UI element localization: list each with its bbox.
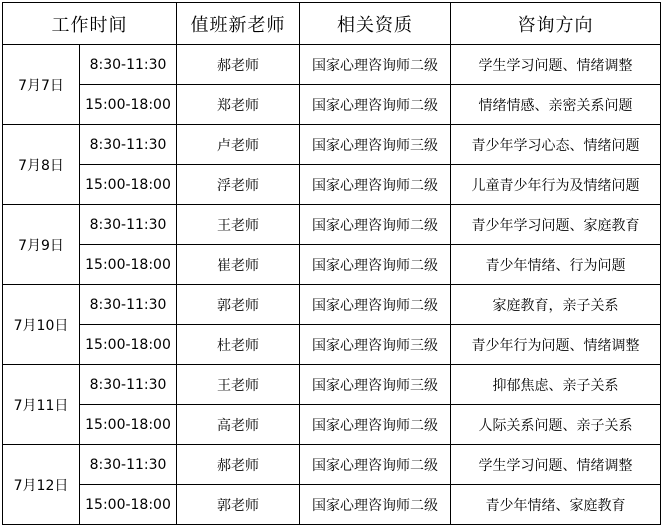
qualification-cell: 国家心理咨询师二级 — [300, 205, 451, 245]
table-row — [3, 45, 661, 85]
qualification-cell: 国家心理咨询师三级 — [300, 365, 451, 405]
date-cell: 7月12日 — [3, 445, 80, 525]
teacher-cell: 崔老师 — [177, 245, 300, 285]
header-work-time: 工作时间 — [3, 3, 177, 45]
duty-schedule-table — [2, 2, 661, 525]
table-row — [3, 245, 661, 285]
time-cell: 15:00-18:00 — [80, 485, 177, 525]
time-cell: 15:00-18:00 — [80, 165, 177, 205]
teacher-cell: 郑老师 — [177, 85, 300, 125]
teacher-cell: 郝老师 — [177, 45, 300, 85]
table-row — [3, 405, 661, 445]
qualification-cell: 国家心理咨询师二级 — [300, 445, 451, 485]
date-cell: 7月10日 — [3, 285, 80, 365]
direction-cell: 情绪情感、亲密关系问题 — [451, 85, 661, 125]
table-row — [3, 85, 661, 125]
teacher-cell: 浮老师 — [177, 165, 300, 205]
date-cell: 7月8日 — [3, 125, 80, 205]
qualification-cell: 国家心理咨询师三级 — [300, 125, 451, 165]
qualification-cell: 国家心理咨询师二级 — [300, 485, 451, 525]
qualification-cell: 国家心理咨询师二级 — [300, 245, 451, 285]
direction-cell: 青少年情绪、家庭教育 — [451, 485, 661, 525]
time-cell: 8:30-11:30 — [80, 365, 177, 405]
teacher-cell: 卢老师 — [177, 125, 300, 165]
date-cell: 7月7日 — [3, 45, 80, 125]
time-cell: 8:30-11:30 — [80, 445, 177, 485]
table-row — [3, 445, 661, 485]
header-direction: 咨询方向 — [451, 3, 661, 45]
header-teacher: 值班新老师 — [177, 3, 300, 45]
qualification-cell: 国家心理咨询师二级 — [300, 285, 451, 325]
direction-cell: 青少年行为问题、情绪调整 — [451, 325, 661, 365]
time-cell: 8:30-11:30 — [80, 45, 177, 85]
time-cell: 8:30-11:30 — [80, 125, 177, 165]
header-qualification: 相关资质 — [300, 3, 451, 45]
teacher-cell: 杜老师 — [177, 325, 300, 365]
direction-cell: 家庭教育，亲子关系 — [451, 285, 661, 325]
table-row — [3, 325, 661, 365]
header-row — [3, 3, 661, 45]
table-row — [3, 285, 661, 325]
table-row — [3, 165, 661, 205]
qualification-cell: 国家心理咨询师二级 — [300, 45, 451, 85]
table-row — [3, 205, 661, 245]
qualification-cell: 国家心理咨询师二级 — [300, 405, 451, 445]
qualification-cell: 国家心理咨询师三级 — [300, 325, 451, 365]
date-cell: 7月11日 — [3, 365, 80, 445]
teacher-cell: 郝老师 — [177, 445, 300, 485]
direction-cell: 学生学习问题、情绪调整 — [451, 445, 661, 485]
time-cell: 15:00-18:00 — [80, 325, 177, 365]
table-row — [3, 365, 661, 405]
direction-cell: 儿童青少年行为及情绪问题 — [451, 165, 661, 205]
date-cell: 7月9日 — [3, 205, 80, 285]
direction-cell: 抑郁焦虑、亲子关系 — [451, 365, 661, 405]
direction-cell: 青少年学习问题、家庭教育 — [451, 205, 661, 245]
time-cell: 8:30-11:30 — [80, 285, 177, 325]
direction-cell: 青少年情绪、行为问题 — [451, 245, 661, 285]
qualification-cell: 国家心理咨询师二级 — [300, 85, 451, 125]
direction-cell: 学生学习问题、情绪调整 — [451, 45, 661, 85]
teacher-cell: 王老师 — [177, 205, 300, 245]
time-cell: 15:00-18:00 — [80, 245, 177, 285]
teacher-cell: 王老师 — [177, 365, 300, 405]
time-cell: 8:30-11:30 — [80, 205, 177, 245]
time-cell: 15:00-18:00 — [80, 405, 177, 445]
direction-cell: 人际关系问题、亲子关系 — [451, 405, 661, 445]
qualification-cell: 国家心理咨询师二级 — [300, 165, 451, 205]
table-row — [3, 485, 661, 525]
direction-cell: 青少年学习心态、情绪问题 — [451, 125, 661, 165]
table-row — [3, 125, 661, 165]
teacher-cell: 郭老师 — [177, 485, 300, 525]
teacher-cell: 高老师 — [177, 405, 300, 445]
teacher-cell: 郭老师 — [177, 285, 300, 325]
time-cell: 15:00-18:00 — [80, 85, 177, 125]
